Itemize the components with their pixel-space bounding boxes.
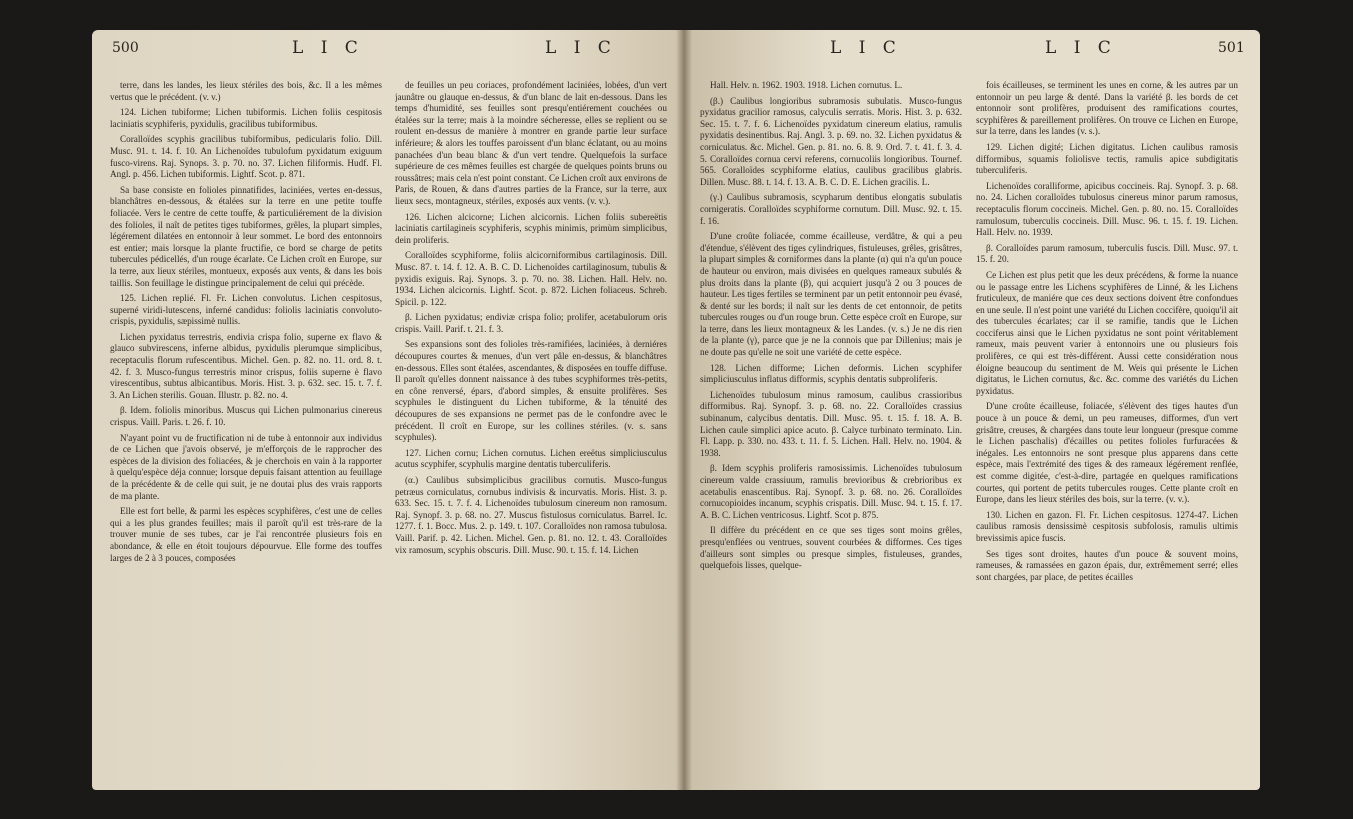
right-running-title-1: L I C [830,38,902,58]
paragraph: 125. Lichen replié. Fl. Fr. Lichen convolutus. Lichen cespitosus, superné viridi-lutescens, inferné candidus: foliolis laciniatis convoluto-crispis, pyxidulis, sæpissimè nullis. [110,293,382,327]
paragraph: Elle est fort belle, & parmi les espèces scyphifères, c'est une de celles qui a les plus grandes feuilles; mais il paroît qu'il est très-rare de la trouver munie de ses tubes, car je l'ai rencontrée plusieurs fois en abondance, & elle en étoit toujours dépourvue. Elle forme des touffes larges de 2 à 3 pouces, composées [110,506,382,563]
left-running-title-2: L I C [545,38,617,58]
paragraph: D'une croûte foliacée, comme écailleuse, verdâtre, & qui a peu d'étendue, s'élèvent des tiges cylindriques, fistuleuses, grêles, grisâtres, la plupart simples & corniformes dans la plante (α) qui n'a qu'un pouce de hauteur ou environ, mais divisées en quelques rameaux subulés & plus droits dans la plante (β), qui acquiert jusqu'à 2 ou 3 pouces de hauteur. Les tiges fertiles se terminent par un petit entonnoir peu évasé, & denté sur les bords; il naît sur les dents de cet entonnoir, de petits tubercules rouges ou d'un rouge brun. Cette espèce croît en Europe, sur la terre, dans les lieux montagneux & les Landes. (v. s.) Je ne dis rien de la plante (γ), parce que je ne la connois que par Dillenius; mais je ne doute pas qu'elle ne soit une variété de cette espèce. [700,231,962,358]
paragraph: Il diffère du précédent en ce que ses tiges sont moins grêles, presqu'enflées ou ventrues, souvent courbées & difformes. Ces tiges d'ailleurs sont simples ou presque simples, fistuleuses, grandes, quelquefois lisses, quelque- [700,525,962,571]
paragraph: Sa base consiste en folioles pinnatifides, laciniées, vertes en-dessus, blanchâtres en-dessous, & étalées sur la terre en une petite touffe foliacée. Vers le centre de cette touffe, & particuliérement de la division des folioles, il naît de petites tiges tubiformes, grêles, la plupart simples, légérement dilatées en entonnoir à leur sommet. Le bord des entonnoirs est entier; mais lorsque la plante fructifie, ce bord se charge de petits tubercules pédicellés, d'un rouge écarlate. Ce Lichen croît en Europe, sur la terre, aux lieux stériles, montueux, exposés aux vents, & dans les bois taillis. Son feuillage le distingue principalement de celui qui précède. [110,184,382,288]
paragraph: β. Idem scyphis proliferis ramosissimis. Lichenoïdes tubulosum cinereum valde crassiuum, ramulis brevioribus & crebrioribus ex acetabulis enascentibus. Raj. Synopf. 3. p. 68. no. 26. Coralloïdes cornucopioides incanum, scyphis crispatis. Dill. Musc. 94. t. 15. f. 17. A. B. C. Lichen ventricosus. Lightf. Scot p. 875. [700,463,962,520]
paragraph: fois écailleuses, se terminent les unes en corne, & les autres par un entonnoir un peu large & denté. Dans la variété β. les bords de cet entonnoir sont prolifères, produisent des ramifications courtes, scyphifères & pareillement prolifères. On trouve ce Lichen en Europe, sur la terre, dans les landes (v. s.). [976,80,1238,137]
paragraph: de feuilles un peu coriaces, profondément laciniées, lobées, d'un vert jaunâtre ou glauque en-dessus, & d'un blanc de lait en-dessous. Dans les temps d'humidité, ses feuilles sont presqu'entiérement couchées ou étalées sur la terre; mais à la moindre sécheresse, elles se replient ou se roulent en-dessus de manière à montrer en grande partie leur surface inférieure; & alors les touffes paroissent d'un blanc éclatant, ou au moins panachées d'un beau blanc & d'un vert tendre. Quelquefois la surface supérieure de ces mêmes feuilles est chargée de quelques points bruns ou roussâtres; mais cela n'est point constant. Ce Lichen croît aux environs de Paris, de Rouen, & dans d'autres parties de la France, sur la terre, aux lieux secs, montagneux, stériles, exposés aux vents. (v. v.). [395,80,667,206]
text-column-3 [700,80,962,780]
book-gutter [676,30,692,790]
paragraph: N'ayant point vu de fructification ni de tube à entonnoir aux individus de ce Lichen que j'avois observé, je m'efforçois de le rapprocher des espèces de la division des foliacées, & je cherchois en vain à la rapporter à quelqu'espèce déja connue; lorsque depuis faisant attention au feuillage de la précédente & de celle qui suit, je ne doutai plus des vrais rapports de ma plante. [110,432,382,501]
paragraph: (β.) Caulibus longioribus subramosis subulatis. Musco-fungus pyxidatus gracilior ramosus, calyculis serratis. Moris. Hist. 3. p. 632. Sec. 15. t. 7. f. 6. Lichenoïdes pyxidatum cinereum elatius, ramulis pyxidatis desinentibus. Raj. Angl. 3. p. 69. no. 32. Lichen pyxidatus & corniculatus. &c. Michel. Gen. p. 81. no. 6. 8. 9. Ord. 7. t. 41. f. 3. 4. 5. Coralloïdes cornua cervi referens, cornucoliis longioribus. Tournef. 565. Coralloïdes scyphiforme elatius, caulibus gracilibus glabris. Dillen. Musc. 88. t. 14. f. 13. A. B. C. D. E. Lichen gracilis. L. [700,95,962,187]
paragraph: (α.) Caulibus subsimplicibus gracilibus cornutis. Musco-fungus petræus corniculatus, cornubus indivisis & incurvatis. Moris. Hist. 3. p. 633. Sec. 15. t. 7. f. 4. Lichenoïdes tubulosum cinereum non ramosum. Raj. Synopf. 3. p. 68. no. 27. Muscus fistulosus corniculatus. Barrel. Ic. 1277. f. 1. Bocc. Mus. 2. p. 149. t. 107. Coralloïdes non ramosa tubulosa. Vaill. Parif. p. 42. Lichen. Michel. Gen. p. 81. no. 12. t. 43. Coralloïdes vix ramosum, scyphis obscuris. Dill. Musc. 90. t. 15. f. 14. Lichen [395,475,667,555]
paragraph: 130. Lichen en gazon. Fl. Fr. Lichen cespitosus. 1274-47. Lichen caulibus ramosis densissimè cespitosis subfolosis, ramulis ultimis brevissimis apice fuscis. [976,509,1238,543]
paragraph: (γ.) Caulibus subramosis, scypharum dentibus elongatis subulatis cornigeratis. Coralloïdes scyphiforme cornutum. Dill. Musc. 92. t. 15. f. 16. [700,192,962,226]
paragraph: Lichenoïdes tubulosum minus ramosum, caulibus crassioribus difformibus. Raj. Synopf. 3. p. 68. no. 22. Coralloïdes crassius subinanum, calycibus dentatis. Dill. Musc. 95. t. 15. f. 18. A. B. Lichen caule simplici apice acuto. β. Calyce turbinato terminato. Lin. Fl. Lapp. p. 330. no. 433. t. 11. f. 5. Lichen. Hall. Helv. no. 1904. & 1938. [700,389,962,458]
paragraph: β. Coralloïdes parum ramosum, tuberculis fuscis. Dill. Musc. 97. t. 15. f. 20. [976,242,1238,265]
paragraph: β. Lichen pyxidatus; endiviæ crispa folio; prolifer, acetabulorum oris crispis. Vaill. Parif. t. 21. f. 3. [395,312,667,334]
paragraph: Coralloïdes scyphiforme, foliis alcicorniformibus cartilaginosis. Dill. Musc. 87. t. 14. f. 12. A. B. C. D. Lichenoïdes cartilaginosum, tubulis & pyxidis exiguis. Raj. Synops. 3. p. 70. no. 38. Lichen. Hall. Helv. no. 1934. Lichen alcicornis. Lightf. Scot. p. 872. Lichen foliaceus. Schreb. Spicil. p. 122. [395,250,667,307]
left-page-number: 500 [112,40,139,56]
paragraph: Lichen pyxidatus terrestris, endivia crispa folio, superne ex flavo & glauco subvirescens, inferne albidus, pyxidulis plerumque simplicibus, receptaculis florum rufescentibus. Michel. Gen. p. 82. no. 11. ord. 8. t. 42. f. 3. Musco-fungus terrestris minor crispus, foliis superne è flavo virescentibus, subtus albicantibus. Moris. Hist. 3. p. 632. sec. 15. t. 7. f. 3. An Lichen sterilis. Gouan. Illustr. p. 82. no. 4. [110,331,382,400]
text-column-1 [110,80,382,780]
left-running-title-1: L I C [292,38,364,58]
paragraph: 127. Lichen cornu; Lichen cornutus. Lichen ereëtus simpliciusculus acutus scyphifer, scyphulis margine dentatis tuberculiferis. [395,447,667,470]
paragraph: Ce Lichen est plus petit que les deux précédens, & forme la nuance ou le passage entre les Lichens scyphifères de Linné, & les Lichens fruticuleux, de maniére que ces deux sections doivent être confondues en une seule. Il n'est point une variété du Lichen coccifère, quoiqu'il ait des tubercules écarlates; car il se ramifie, tandis que le Lichen cocciferus ainsi que le Lichen pyxidatus ne sont point véritablement rameux, mais peuvent varier à entonnoirs une ou plusieurs fois prolifères, ce qui est très-différent. Aussi cette considération nous éloigne beaucoup du sentiment de M. Weis qui présente le Lichen digitatus, le Lichen cornutus, &c. &c. comme des variétés du Lichen pyxidatus. [976,269,1238,396]
paragraph: 124. Lichen tubiforme; Lichen tubiformis. Lichen foliis cespitosis laciniatis scyphiferis, pyxidulis, gracilibus tubiformibus. [110,107,382,129]
paragraph: Ses expansions sont des folioles très-ramifiées, laciniées, à derniéres découpures courtes & menues, d'un vert pâle en-dessus, & blanchâtres en-dessous. Elles sont étalées, ascendantes, & disposées en touffe diffuse. Il paroît qu'elles donnent naissance à des tubes scyphiformes très-petits, en cône renversé, épars, d'abord simples, & ensuite prolifères. Ses scyphules le distinguent du Lichen tubiforme, & la ténuité des découpures de ses expansions ne permet pas de le confondre avec le précédent. Il croît en Europe, sur les collines stériles. (v. s. sans scyphules). [395,339,667,443]
paragraph: Ses tiges sont droites, hautes d'un pouce & souvent moins, rameuses, & ramassées en gazon épais, dur, extrêmement serré; elles sont chargées, par place, de petites écailles [976,548,1238,582]
paragraph: 126. Lichen alcicorne; Lichen alcicornis. Lichen foliis subereëtis laciniatis cartilagineis scyphiferis, scyphis minimis, primùm simplicibus, dein proliferis. [395,211,667,245]
paragraph: 128. Lichen difforme; Lichen deformis. Lichen scyphifer simpliciusculus inflatus difformis, scyphis dentatis subproliferis. [700,362,962,385]
paragraph: Hall. Helv. n. 1962. 1903. 1918. Lichen cornutus. L. [710,80,903,90]
right-running-title-2: L I C [1045,38,1117,58]
text-column-2 [395,80,667,780]
paragraph: Lichenoïdes coralliforme, apicibus coccineis. Raj. Synopf. 3. p. 68. no. 24. Lichen coralloïdes tubulosus cinereus minor parum ramosus, receptaculis florum coccineis. Michel. Gen. p. 80. no. 15. Coralloïdes ramulosum, tuberculis coccineis. Dill. Musc. 96. t. 15. f. 19. Lichen. Hall. Helv. no. 1939. [976,180,1238,238]
right-page-number: 501 [1218,40,1245,56]
text-column-4 [976,80,1238,780]
paragraph: terre, dans les landes, les lieux stériles des bois, &c. Il a les mêmes vertus que le précédent. (v. v.) [110,80,382,102]
paragraph: β. Idem. foliolis minoribus. Muscus qui Lichen pulmonarius cinereus crispus. Vaill. Paris. t. 26. f. 10. [110,405,382,428]
paragraph: 129. Lichen digité; Lichen digitatus. Lichen caulibus ramosis difformibus, squamis foliolisve tectis, ramulis apice subdigitatis tuberculiferis. [976,141,1238,176]
paragraph: D'une croûte écailleuse, foliacée, s'élèvent des tiges hautes d'un pouce à un pouce & demi, un peu rameuses, difformes, d'un vert grisâtre, creuses, & chargées dans toute leur longueur (presque comme le Lichen paschalis) d'écailles ou petites folioles furfuracées & inégales. Les entonnoirs ne sont presque plus apparens dans cette espèce, mais l'extrémité des tiges & des rameaux légérement renflée, est comme digitée, c'est-à-dire, partagée en quelques ramifications courtes, qui portent de petits tubercules rouges. Cette plante croît en Europe, dans les lieux stériles des bois, sur la terre. (v. v.). [976,401,1238,505]
paragraph: Coralloïdes scyphis gracilibus tubiformibus, pedicularis folio. Dill. Musc. 91. t. 14. f. 10. An Lichenoïdes tubulofum pyxidatum exiguum fusco-virens. Raj. Synops. 3. p. 70. no. 37. Lichen filiformis. Hudf. Fl. Angl. p. 456. Lichen tubiformis. Lightf. Scot. p. 871. [110,134,382,180]
